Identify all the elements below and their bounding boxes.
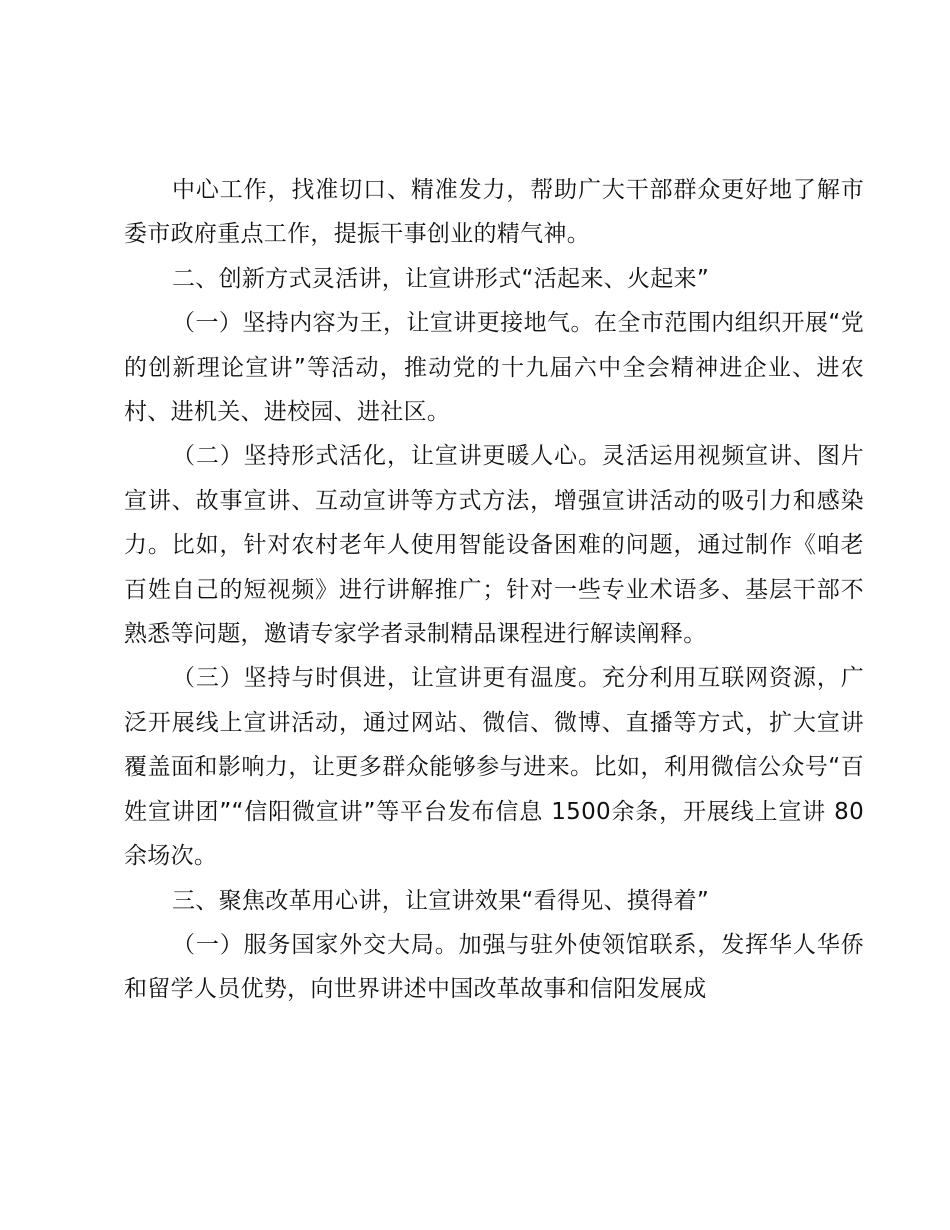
body-paragraph: （三）坚持与时俱进，让宣讲更有温度。充分利用互联网资源，广泛开展线上宣讲活动，通过网站、微信、微博、直播等方式，扩大宣讲覆盖面和影响力，让更多群众能够参与进来。比如，利用微信公众号“百姓宣讲团”“信阳微宣讲”等平台发布信息 1500余条，开展线上宣讲 80 余场次。 — [124, 665, 864, 870]
body-paragraph: （二）坚持形式活化，让宣讲更暖人心。灵活运用视频宣讲、图片宣讲、故事宣讲、互动宣讲等方式方法，增强宣讲活动的吸引力和感染力。比如，针对农村老年人使用智能设备困难的问题，通过制作《咱老百姓自己的短视频》进行讲解推广；针对一些专业术语多、基层干部不熟悉等问题，邀请专家学者录制精品课程进行解读阐释。 — [124, 443, 864, 648]
section-heading: 三、聚焦改革用心讲，让宣讲效果“看得见、摸得着” — [172, 887, 710, 914]
document-page — [124, 168, 864, 1012]
body-paragraph: （一）服务国家外交大局。加强与驻外使领馆联系，发挥华人华侨和留学人员优势，向世界讲述中国改革故事和信阳发展成 — [124, 931, 864, 1003]
body-paragraph: 中心工作，找准切口、精准发力，帮助广大干部群众更好地了解市委市政府重点工作，提振干事创业的精气神。 — [124, 177, 864, 248]
section-heading: 二、创新方式灵活讲，让宣讲形式“活起来、火起来” — [172, 265, 710, 292]
body-paragraph: （一）坚持内容为王，让宣讲更接地气。在全市范围内组织开展“党的创新理论宣讲”等活动，推动党的十九届六中全会精神进企业、进农村、进机关、进校园、进社区。 — [124, 310, 864, 426]
